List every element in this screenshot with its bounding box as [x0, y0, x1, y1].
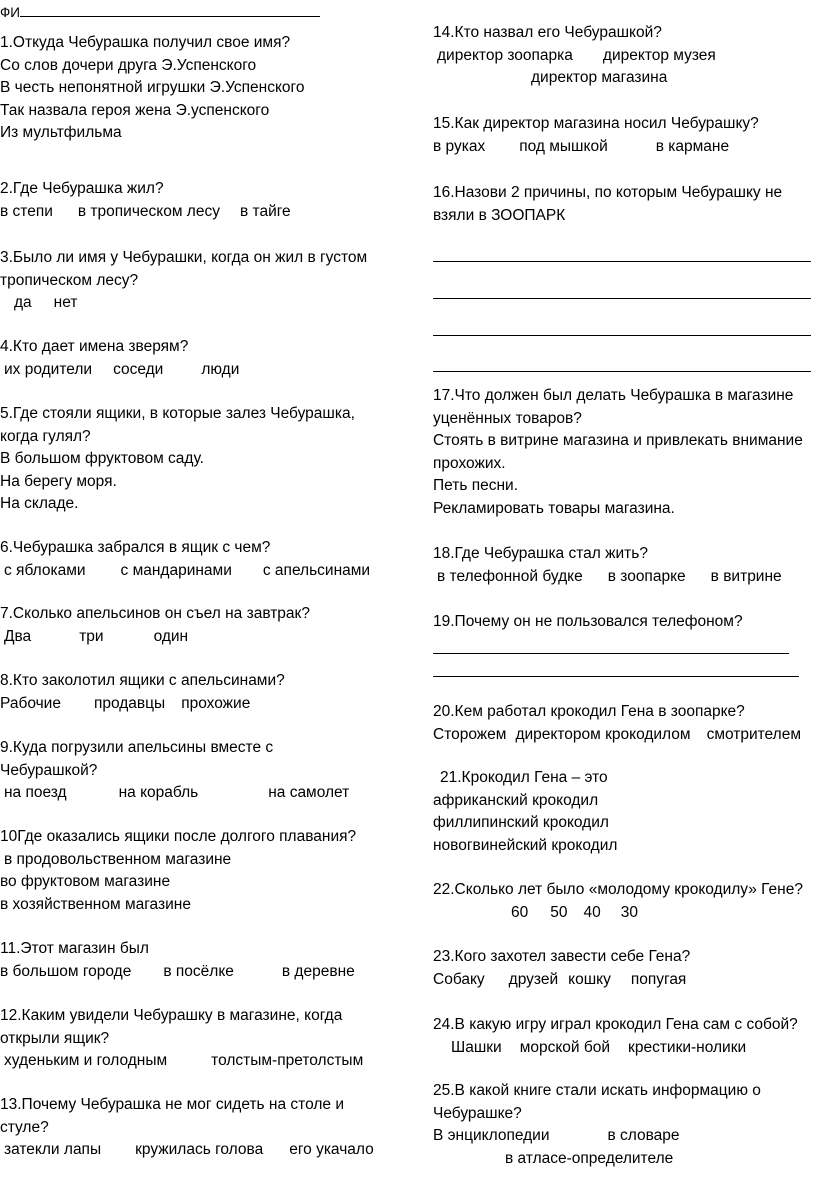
question-11 — [0, 938, 395, 983]
options-row — [433, 1125, 816, 1148]
options-row — [433, 136, 816, 159]
option[interactable]: Шашки — [451, 1038, 502, 1056]
options-row — [0, 359, 395, 382]
question-3 — [0, 247, 395, 315]
option[interactable]: директор зоопарка — [437, 46, 573, 64]
question-text: когда гулял? — [0, 427, 91, 445]
options-row — [0, 626, 395, 649]
option[interactable]: да — [14, 294, 32, 311]
option[interactable]: их родители — [4, 360, 93, 378]
option[interactable]: Собаку — [433, 970, 485, 988]
question-text: 18.Где Чебурашка стал жить? — [433, 545, 648, 562]
option[interactable]: соседи — [113, 360, 164, 378]
answer-line[interactable] — [433, 371, 811, 372]
option[interactable]: худеньким и голодным — [4, 1052, 168, 1069]
options-row — [433, 902, 816, 925]
question-text: 12.Каким увидели Чебурашку в магазине, когда — [0, 1007, 343, 1024]
options-row — [433, 45, 816, 68]
answer-line[interactable] — [433, 653, 789, 654]
question-text: 1.Откуда Чебурашка получил свое имя? — [0, 34, 291, 51]
question-text: 13.Почему Чебурашка не мог сидеть на столе и — [0, 1096, 344, 1113]
options-row — [433, 566, 816, 589]
question-12 — [0, 1005, 395, 1073]
question-18 — [433, 543, 816, 588]
option[interactable]: в витрине — [710, 567, 782, 585]
question-text: 8.Кто заколотил ящики с апельсинами? — [0, 672, 285, 689]
option[interactable]: в большом городе — [0, 962, 132, 980]
option[interactable]: в словаре — [607, 1127, 680, 1144]
question-10 — [0, 826, 395, 916]
option[interactable]: Петь песни. — [433, 477, 519, 494]
option[interactable]: Со слов дочери друга Э.Успенского — [0, 56, 257, 74]
question-text: 14.Кто назвал его Чебурашкой? — [433, 24, 662, 41]
option[interactable]: 60 — [511, 903, 529, 921]
option[interactable]: в тайге — [239, 202, 291, 220]
option[interactable]: три — [79, 627, 104, 645]
option[interactable]: друзей — [508, 970, 559, 988]
question-23 — [433, 946, 816, 991]
answer-line[interactable] — [433, 335, 811, 336]
option[interactable]: один — [153, 627, 189, 645]
option[interactable]: в руках — [433, 137, 486, 155]
option[interactable]: Из мультфильма — [0, 124, 122, 141]
question-2 — [0, 178, 395, 223]
option[interactable]: прохожие — [181, 694, 251, 712]
option[interactable]: Рабочие — [0, 694, 61, 712]
options-row — [0, 1050, 395, 1073]
question-text: 19.Почему он не пользовался телефоном? — [433, 613, 743, 630]
question-6 — [0, 537, 395, 582]
option[interactable]: В энциклопедии — [433, 1127, 550, 1144]
question-text: 21.Крокодил Гена – это — [440, 769, 608, 786]
question-text: 15.Как директор магазина носил Чебурашку? — [433, 115, 759, 132]
option[interactable]: во фруктовом магазине — [0, 873, 171, 890]
question-text: 23.Кого захотел завести себе Гена? — [433, 948, 691, 965]
option[interactable]: люди — [201, 360, 240, 378]
question-22 — [433, 879, 816, 924]
question-7 — [0, 603, 395, 648]
question-text: Чебурашке? — [433, 1104, 522, 1122]
option[interactable]: под мышкой — [519, 137, 608, 155]
option[interactable]: крестики-нолики — [628, 1038, 747, 1056]
option[interactable]: в кармане — [655, 137, 730, 155]
option[interactable]: в телефонной будке — [437, 567, 583, 585]
question-5 — [0, 403, 395, 516]
option[interactable]: новогвинейский крокодил — [433, 836, 618, 854]
option[interactable]: морской бой — [519, 1038, 611, 1056]
option[interactable]: директором крокодилом — [515, 725, 691, 743]
option[interactable]: Так назвала героя жена Э.успенского — [0, 101, 270, 119]
question-text: тропическом лесу? — [0, 271, 139, 289]
option[interactable]: кошку — [568, 970, 611, 988]
question-text: стуле? — [0, 1118, 49, 1136]
question-text: 22.Сколько лет было «молодому крокодилу» Гене? — [433, 881, 803, 898]
question-1 — [0, 32, 395, 145]
options-row — [0, 782, 395, 805]
option[interactable]: смотрителем — [706, 725, 801, 743]
option[interactable]: в атласе-определителе — [505, 1149, 674, 1167]
question-text: 16.Назови 2 причины, по которым Чебурашку не — [433, 184, 783, 201]
options-row — [433, 1037, 816, 1060]
question-text: 10Где оказались ящики после долгого плавания? — [0, 828, 357, 845]
option[interactable]: в хозяйственном магазине — [0, 895, 191, 913]
option[interactable]: филлипинский крокодил — [433, 814, 609, 831]
option[interactable]: Рекламировать товары магазина. — [433, 499, 675, 517]
option[interactable]: в степи — [0, 202, 53, 220]
question-text: Чебурашкой? — [0, 761, 98, 779]
option[interactable]: нет — [53, 294, 78, 311]
question-text: 5.Где стояли ящики, в которые залез Чебурашка, — [0, 405, 355, 422]
question-text: 6.Чебурашка забрался в ящик с чем? — [0, 539, 271, 556]
question-text: 9.Куда погрузили апельсины вместе с — [0, 739, 274, 756]
option[interactable]: на поезд — [4, 784, 67, 801]
question-text: уценённых товаров? — [433, 409, 582, 427]
question-text: открыли ящик? — [0, 1029, 110, 1047]
question-19 — [433, 611, 816, 634]
option[interactable]: 30 — [620, 903, 638, 921]
option[interactable]: директор магазина — [531, 69, 668, 86]
option[interactable]: директор музея — [602, 46, 716, 64]
option[interactable]: На складе. — [0, 495, 79, 512]
option[interactable]: В большом фруктовом саду. — [0, 450, 204, 467]
question-15 — [433, 113, 816, 158]
option[interactable]: с апельсинами — [262, 561, 371, 579]
question-text: 17.Что должен был делать Чебурашка в магазине — [433, 387, 794, 404]
question-text: 11.Этот магазин был — [0, 940, 149, 957]
question-16 — [433, 182, 816, 227]
question-20 — [433, 701, 816, 746]
option[interactable]: 50 — [550, 903, 568, 921]
question-21 — [433, 767, 816, 857]
question-text: 3.Было ли имя у Чебурашки, когда он жил в густом — [0, 249, 368, 266]
option[interactable]: на корабль — [118, 784, 199, 801]
option[interactable]: в посёлке — [163, 962, 234, 980]
question-text: 4.Кто дает имена зверям? — [0, 338, 189, 355]
question-14 — [433, 22, 816, 90]
option[interactable]: на самолет — [268, 784, 350, 801]
question-17 — [433, 385, 816, 520]
name-field — [0, 2, 320, 25]
options-row — [0, 1139, 395, 1162]
question-8 — [0, 670, 395, 715]
options-row — [433, 969, 816, 992]
question-25 — [433, 1080, 816, 1170]
option[interactable]: 40 — [583, 903, 601, 921]
option[interactable]: в зоопарке — [607, 567, 686, 585]
question-text: 20.Кем работал крокодил Гена в зоопарке? — [433, 703, 745, 720]
answer-line[interactable] — [433, 298, 811, 299]
option[interactable]: В честь непонятной игрушки Э.Успенского — [0, 79, 305, 96]
option[interactable]: с яблоками — [4, 561, 86, 579]
option[interactable]: На берегу моря. — [0, 472, 117, 490]
answer-line[interactable] — [433, 261, 811, 262]
option[interactable]: попугая — [630, 970, 687, 988]
question-text: 25.В какой книге стали искать информацию о — [433, 1082, 761, 1099]
option[interactable]: африканский крокодил — [433, 791, 599, 809]
options-row — [0, 292, 395, 315]
option[interactable]: кружилась голова — [135, 1141, 264, 1158]
option[interactable]: затекли лапы — [4, 1141, 102, 1158]
option[interactable]: прохожих. — [433, 454, 506, 472]
options-row — [0, 961, 395, 984]
option[interactable]: его укачало — [289, 1141, 374, 1158]
question-4 — [0, 336, 395, 381]
question-24 — [433, 1014, 816, 1059]
question-9 — [0, 737, 395, 805]
question-text: 7.Сколько апельсинов он съел на завтрак? — [0, 605, 310, 622]
option[interactable]: в тропическом лесу — [77, 202, 220, 220]
option[interactable]: в продовольственном магазине — [4, 850, 232, 868]
option[interactable]: продавцы — [93, 694, 166, 712]
question-text: 24.В какую игру играл крокодил Гена сам с собой? — [433, 1016, 798, 1033]
option[interactable]: с мандаринами — [120, 561, 232, 579]
options-row — [0, 560, 395, 583]
option[interactable]: в деревне — [281, 962, 355, 980]
options-row — [433, 724, 816, 747]
name-blank-line[interactable] — [20, 4, 320, 17]
options-row — [0, 693, 395, 716]
option[interactable]: Два — [4, 627, 32, 645]
option[interactable]: Сторожем — [433, 725, 507, 743]
question-13 — [0, 1094, 395, 1162]
option[interactable]: толстым-претолстым — [211, 1052, 364, 1069]
question-text: 2.Где Чебурашка жил? — [0, 180, 164, 197]
options-row — [0, 201, 395, 224]
answer-line[interactable] — [433, 676, 799, 677]
option[interactable]: Стоять в витрине магазина и привлекать внимание — [433, 432, 803, 449]
name-label: ФИ — [0, 5, 20, 20]
question-text: взяли в ЗООПАРК — [433, 206, 566, 224]
